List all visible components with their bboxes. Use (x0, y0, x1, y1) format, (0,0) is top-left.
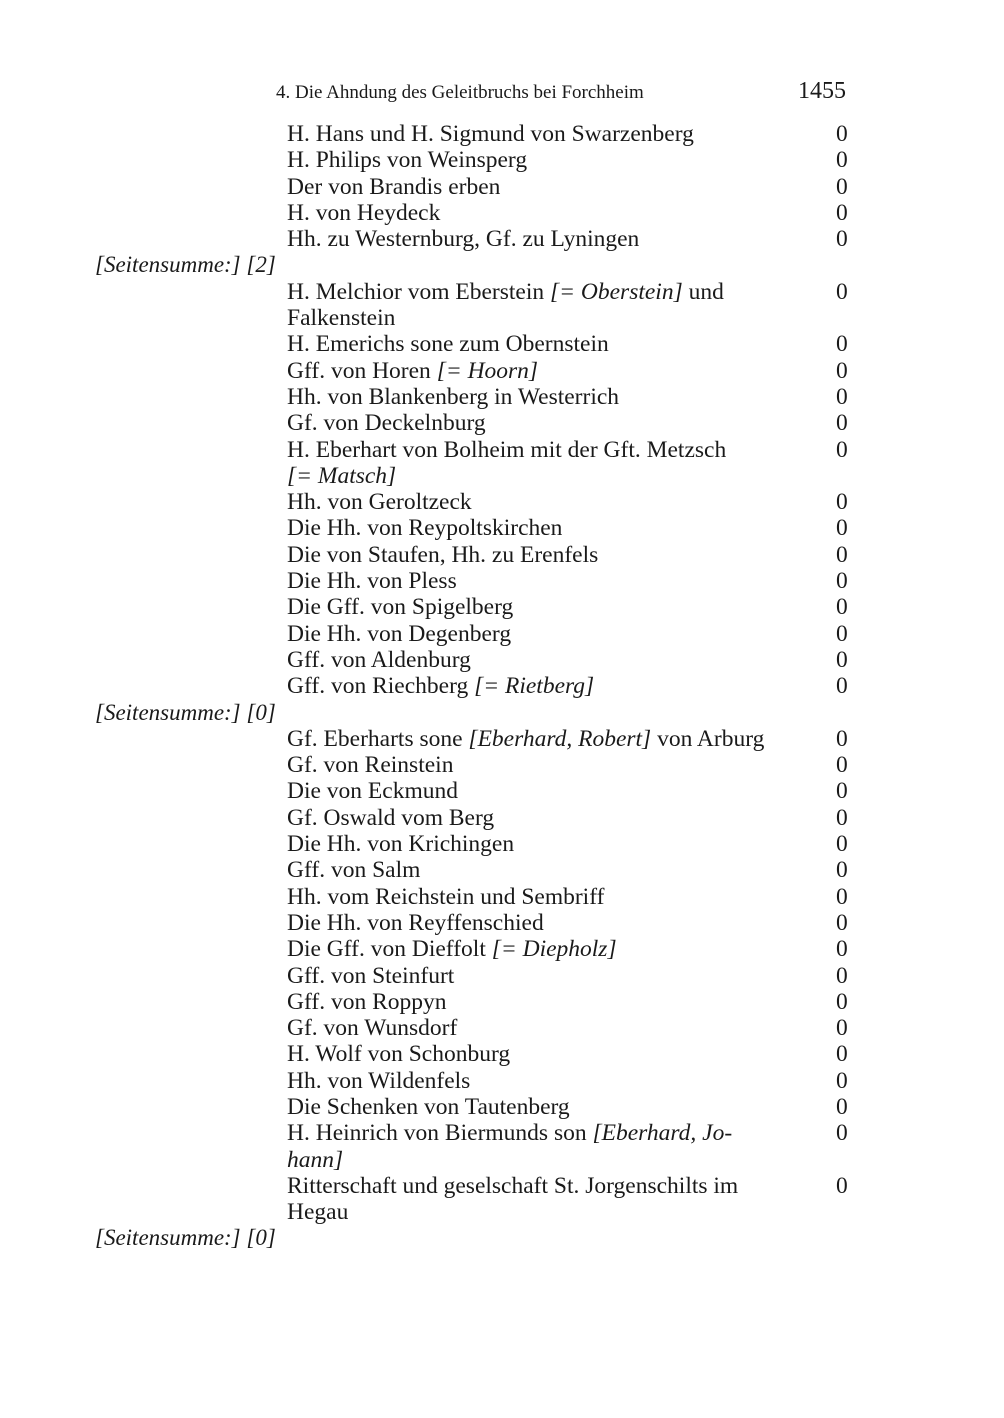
list-item (0, 1068, 1004, 1094)
entry-name: H. von Heydeck (287, 199, 441, 226)
list-item (0, 1041, 1004, 1067)
list-item (0, 489, 1004, 515)
entry-value: 0 (836, 515, 848, 542)
page-sum-text: [Seitensumme:] [0] (95, 699, 276, 725)
entry-name (287, 358, 765, 384)
entry-value: 0 (836, 383, 848, 410)
list-item (0, 542, 1004, 568)
entry-name: H. Hans und H. Sigmund von Swarzenberg (287, 121, 694, 147)
list-item (0, 936, 1004, 962)
entry-name: Ritterschaft und geselschaft St. Jorgenschilts im Hegau (287, 1172, 739, 1226)
entry-name (287, 936, 765, 962)
entry-value: 0 (836, 804, 848, 831)
entry-value: 0 (836, 962, 848, 989)
page-sum (0, 1225, 1004, 1251)
list-item (0, 121, 1004, 147)
entry-name: Gf. von Wunsdorf (287, 1015, 458, 1042)
entry-name: Hh. von Wildenfels (287, 1067, 471, 1094)
page-header (276, 78, 846, 108)
list-item (0, 963, 1004, 989)
entry-name: H. Emerichs sone zum Obernstein (287, 331, 609, 358)
entry-name: H. Wolf von Schonburg (287, 1041, 511, 1068)
entry-value: 0 (836, 857, 848, 884)
entry-name-text: von Arburg (651, 725, 765, 752)
entry-value: 0 (836, 1067, 848, 1094)
list-item (0, 384, 1004, 410)
list-item (0, 726, 1004, 752)
entry-value: 0 (836, 357, 848, 384)
entry-value: 0 (836, 1172, 848, 1199)
entry-value: 0 (836, 489, 848, 516)
list-item (0, 226, 1004, 252)
list-item (0, 884, 1004, 910)
entry-value: 0 (836, 278, 848, 305)
entry-name: Die Hh. von Reyffenschied (287, 909, 544, 936)
entry-name: Die Hh. von Krichingen (287, 831, 515, 858)
page-sum (0, 700, 1004, 726)
entry-value: 0 (836, 883, 848, 910)
entry-value: 0 (836, 594, 848, 621)
entry-name-text: H. Heinrich von Biermunds son (287, 1120, 593, 1147)
list-item (0, 805, 1004, 831)
entry-name: Gff. von Roppyn (287, 988, 447, 1015)
entry-value: 0 (836, 725, 848, 752)
entry-name (287, 1120, 742, 1173)
list-item (0, 857, 1004, 883)
list-item (0, 1173, 1004, 1226)
list-item (0, 437, 1004, 490)
entry-value: 0 (836, 410, 848, 437)
list-item (0, 1120, 1004, 1173)
entry-name (287, 279, 742, 332)
entry-value: 0 (836, 936, 848, 963)
entry-name-text: Gff. von Riechberg (287, 673, 475, 700)
entry-name: Gff. von Steinfurt (287, 962, 455, 989)
entry-name (287, 437, 742, 490)
list-item (0, 331, 1004, 357)
list-item (0, 410, 1004, 436)
entry-name: Die von Staufen, Hh. zu Erenfels (287, 541, 599, 568)
list-item (0, 778, 1004, 804)
entry-name: Hh. vom Reichstein und Sembriff (287, 883, 605, 910)
entry-name: Gff. von Aldenburg (287, 646, 471, 673)
entry-value: 0 (836, 620, 848, 647)
entry-value: 0 (836, 226, 848, 253)
editorial-note: [Eberhard, Robert] (468, 725, 652, 752)
list-item (0, 279, 1004, 332)
entry-name: Die Gff. von Spigelberg (287, 594, 514, 621)
entry-name-text: und Falkenstein (287, 278, 724, 332)
list-item (0, 515, 1004, 541)
entry-value: 0 (836, 541, 848, 568)
list-item (0, 647, 1004, 673)
entry-name: H. Philips von Weinsperg (287, 147, 528, 174)
entry-value: 0 (836, 778, 848, 805)
entry-value: 0 (836, 673, 848, 700)
page-sum-text: [Seitensumme:] [2] (95, 252, 276, 278)
entry-value: 0 (836, 436, 848, 463)
entry-name: Gff. von Salm (287, 857, 421, 884)
list-item (0, 910, 1004, 936)
entry-name: Gf. von Reinstein (287, 752, 454, 779)
editorial-note: [= Rietberg] (474, 673, 595, 700)
entry-name: Die Hh. von Degenberg (287, 620, 512, 647)
list-item (0, 147, 1004, 173)
entry-value: 0 (836, 988, 848, 1015)
list-item (0, 831, 1004, 857)
entry-list (0, 121, 1004, 1252)
page-sum (0, 252, 1004, 278)
entry-name: Gf. Oswald vom Berg (287, 804, 495, 831)
page-sum-text: [Seitensumme:] [0] (95, 1225, 276, 1251)
entry-name: Die Schenken von Tautenberg (287, 1093, 570, 1120)
entry-name-text: H. Eberhart von Bolheim mit der Gft. Metzsch (287, 436, 727, 463)
list-item (0, 174, 1004, 200)
running-title: 4. Die Ahndung des Geleitbruchs bei Forchheim (276, 82, 644, 103)
entry-value: 0 (836, 1120, 848, 1147)
entry-value: 0 (836, 909, 848, 936)
editorial-note: [Eberhard, Jo-hann] (287, 1120, 733, 1173)
entry-name: Gf. von Deckelnburg (287, 410, 486, 437)
entry-name (287, 673, 765, 699)
page-number: 1455 (798, 78, 846, 104)
entry-name: Hh. von Geroltzeck (287, 489, 472, 516)
entry-value: 0 (836, 1041, 848, 1068)
entry-name: Der von Brandis erben (287, 173, 501, 200)
entry-name-text: Die Gff. von Dieffolt (287, 936, 492, 963)
editorial-note: [= Oberstein] (550, 278, 683, 305)
list-item (0, 752, 1004, 778)
entry-value: 0 (836, 173, 848, 200)
entry-value: 0 (836, 1093, 848, 1120)
entry-value: 0 (836, 831, 848, 858)
list-item (0, 673, 1004, 699)
entry-value: 0 (836, 147, 848, 174)
list-item (0, 200, 1004, 226)
entry-name: Die Hh. von Pless (287, 568, 457, 595)
list-item (0, 989, 1004, 1015)
entry-name-text: Gf. Eberharts sone (287, 725, 469, 752)
list-item (0, 358, 1004, 384)
entry-name-text: H. Melchior vom Eberstein (287, 278, 551, 305)
entry-value: 0 (836, 568, 848, 595)
list-item (0, 621, 1004, 647)
list-item (0, 568, 1004, 594)
entry-name-text: Gff. von Horen (287, 357, 437, 384)
entry-value: 0 (836, 121, 848, 147)
entry-value: 0 (836, 752, 848, 779)
entry-name (287, 726, 765, 752)
entry-name: Die Hh. von Reypoltskirchen (287, 515, 563, 542)
list-item (0, 1015, 1004, 1041)
editorial-note: [= Hoorn] (436, 357, 539, 384)
list-item (0, 594, 1004, 620)
entry-value: 0 (836, 331, 848, 358)
entry-name: Hh. von Blankenberg in Westerrich (287, 383, 620, 410)
entry-name: Hh. zu Westernburg, Gf. zu Lyningen (287, 226, 640, 253)
entry-name: Die von Eckmund (287, 778, 458, 805)
list-item (0, 1094, 1004, 1120)
entry-value: 0 (836, 199, 848, 226)
entry-value: 0 (836, 1015, 848, 1042)
editorial-note: [= Diepholz] (491, 936, 617, 963)
entry-value: 0 (836, 646, 848, 673)
editorial-note: [= Matsch] (287, 462, 397, 489)
